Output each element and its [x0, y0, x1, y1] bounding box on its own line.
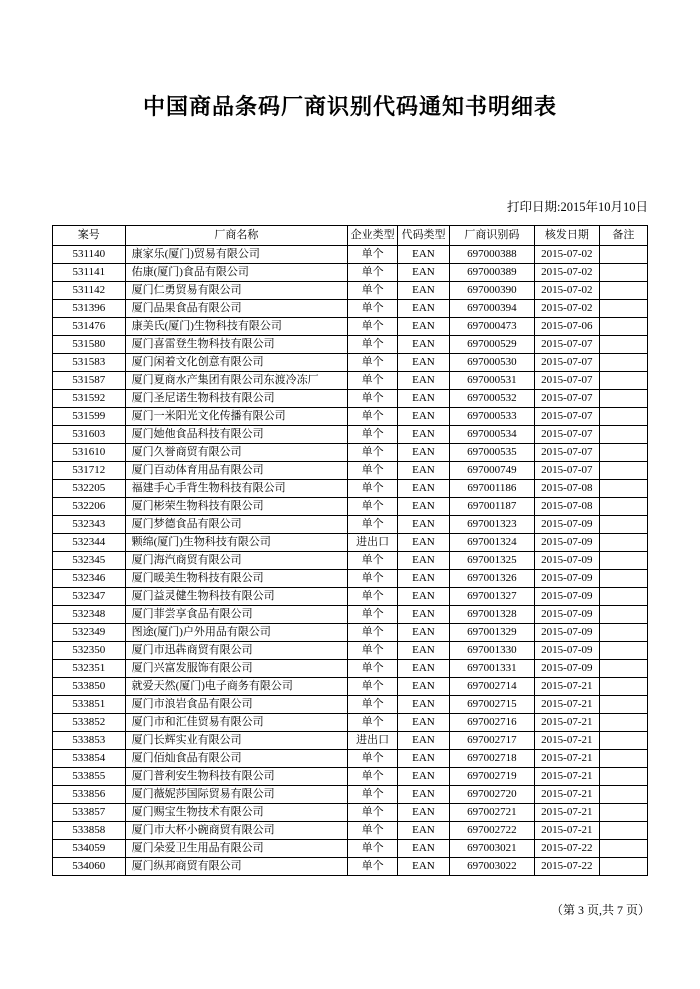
cell-case-number: 532344 [53, 534, 126, 552]
table-row [53, 300, 648, 318]
cell-manufacturer-name: 厦门闲着文化创意有限公司 [125, 354, 348, 372]
cell-issue-date: 2015-07-09 [534, 516, 599, 534]
table-row [53, 390, 648, 408]
cell-remark [599, 426, 647, 444]
table-row [53, 840, 648, 858]
cell-issue-date: 2015-07-21 [534, 786, 599, 804]
cell-manufacturer-name: 福建手心手背生物科技有限公司 [125, 480, 348, 498]
cell-enterprise-type: 单个 [348, 426, 398, 444]
cell-issue-date: 2015-07-09 [534, 642, 599, 660]
cell-code-type: EAN [398, 318, 450, 336]
cell-enterprise-type: 单个 [348, 714, 398, 732]
cell-manufacturer-name: 厦门暖美生物科技有限公司 [125, 570, 348, 588]
cell-issue-date: 2015-07-07 [534, 390, 599, 408]
cell-case-number: 531599 [53, 408, 126, 426]
table-row [53, 660, 648, 678]
cell-remark [599, 264, 647, 282]
table-row [53, 444, 648, 462]
cell-manufacturer-id: 697001326 [449, 570, 534, 588]
cell-enterprise-type: 单个 [348, 804, 398, 822]
cell-case-number: 532345 [53, 552, 126, 570]
cell-code-type: EAN [398, 354, 450, 372]
cell-manufacturer-name: 颗绵(厦门)生物科技有限公司 [125, 534, 348, 552]
cell-issue-date: 2015-07-21 [534, 822, 599, 840]
cell-manufacturer-name: 康美氏(厦门)生物科技有限公司 [125, 318, 348, 336]
cell-code-type: EAN [398, 336, 450, 354]
cell-case-number: 532347 [53, 588, 126, 606]
cell-enterprise-type: 进出口 [348, 732, 398, 750]
table-row [53, 552, 648, 570]
cell-manufacturer-name: 厦门佰灿食品有限公司 [125, 750, 348, 768]
cell-remark [599, 336, 647, 354]
cell-manufacturer-id: 697000530 [449, 354, 534, 372]
cell-case-number: 531140 [53, 246, 126, 264]
cell-manufacturer-id: 697001328 [449, 606, 534, 624]
cell-issue-date: 2015-07-08 [534, 498, 599, 516]
cell-remark [599, 354, 647, 372]
cell-manufacturer-name: 厦门海汽商贸有限公司 [125, 552, 348, 570]
cell-code-type: EAN [398, 858, 450, 876]
cell-enterprise-type: 单个 [348, 678, 398, 696]
cell-remark [599, 282, 647, 300]
cell-case-number: 532206 [53, 498, 126, 516]
cell-manufacturer-name: 厦门市大杯小碗商贸有限公司 [125, 822, 348, 840]
cell-manufacturer-name: 厦门菲尝享食品有限公司 [125, 606, 348, 624]
notice-table [52, 225, 648, 876]
table-row [53, 786, 648, 804]
cell-code-type: EAN [398, 804, 450, 822]
cell-enterprise-type: 单个 [348, 354, 398, 372]
cell-remark [599, 300, 647, 318]
cell-remark [599, 516, 647, 534]
cell-manufacturer-id: 697000534 [449, 426, 534, 444]
cell-case-number: 532346 [53, 570, 126, 588]
cell-case-number: 531610 [53, 444, 126, 462]
cell-remark [599, 804, 647, 822]
cell-case-number: 531712 [53, 462, 126, 480]
cell-enterprise-type: 单个 [348, 480, 398, 498]
cell-manufacturer-name: 厦门兴富发服饰有限公司 [125, 660, 348, 678]
page-title: 中国商品条码厂商识别代码通知书明细表 [142, 94, 557, 119]
cell-issue-date: 2015-07-22 [534, 840, 599, 858]
cell-enterprise-type: 单个 [348, 552, 398, 570]
cell-manufacturer-name: 康家乐(厦门)贸易有限公司 [125, 246, 348, 264]
cell-remark [599, 588, 647, 606]
cell-case-number: 532343 [53, 516, 126, 534]
cell-code-type: EAN [398, 678, 450, 696]
cell-case-number: 532349 [53, 624, 126, 642]
cell-remark [599, 534, 647, 552]
cell-case-number: 531142 [53, 282, 126, 300]
cell-manufacturer-id: 697000388 [449, 246, 534, 264]
cell-code-type: EAN [398, 408, 450, 426]
print-date-label: 打印日期:2015年10月10日 [507, 200, 648, 214]
cell-enterprise-type: 单个 [348, 444, 398, 462]
cell-manufacturer-id: 697000389 [449, 264, 534, 282]
cell-issue-date: 2015-07-21 [534, 768, 599, 786]
cell-case-number: 532351 [53, 660, 126, 678]
cell-remark [599, 570, 647, 588]
table-row [53, 516, 648, 534]
cell-enterprise-type: 单个 [348, 282, 398, 300]
table-row [53, 588, 648, 606]
cell-code-type: EAN [398, 246, 450, 264]
cell-case-number: 533853 [53, 732, 126, 750]
cell-case-number: 533854 [53, 750, 126, 768]
table-row [53, 264, 648, 282]
cell-issue-date: 2015-07-02 [534, 264, 599, 282]
cell-code-type: EAN [398, 606, 450, 624]
cell-issue-date: 2015-07-09 [534, 588, 599, 606]
cell-manufacturer-id: 697002722 [449, 822, 534, 840]
cell-manufacturer-name: 厦门仁勇贸易有限公司 [125, 282, 348, 300]
cell-case-number: 534059 [53, 840, 126, 858]
cell-remark [599, 822, 647, 840]
cell-case-number: 532348 [53, 606, 126, 624]
cell-manufacturer-id: 697000532 [449, 390, 534, 408]
cell-code-type: EAN [398, 480, 450, 498]
cell-enterprise-type: 单个 [348, 300, 398, 318]
table-row [53, 678, 648, 696]
cell-manufacturer-name: 厦门纵邦商贸有限公司 [125, 858, 348, 876]
cell-case-number: 531141 [53, 264, 126, 282]
cell-manufacturer-name: 厦门她他食品科技有限公司 [125, 426, 348, 444]
cell-remark [599, 858, 647, 876]
column-header-code-type: 代码类型 [398, 226, 450, 246]
cell-issue-date: 2015-07-21 [534, 750, 599, 768]
cell-issue-date: 2015-07-09 [534, 534, 599, 552]
table-row [53, 282, 648, 300]
cell-code-type: EAN [398, 390, 450, 408]
cell-case-number: 532350 [53, 642, 126, 660]
cell-remark [599, 390, 647, 408]
cell-code-type: EAN [398, 624, 450, 642]
cell-manufacturer-id: 697000390 [449, 282, 534, 300]
cell-code-type: EAN [398, 642, 450, 660]
cell-issue-date: 2015-07-07 [534, 372, 599, 390]
table-row [53, 354, 648, 372]
table-row [53, 498, 648, 516]
cell-issue-date: 2015-07-07 [534, 462, 599, 480]
cell-manufacturer-name: 厦门梦德食品有限公司 [125, 516, 348, 534]
cell-manufacturer-name: 厦门彬荣生物科技有限公司 [125, 498, 348, 516]
cell-enterprise-type: 单个 [348, 372, 398, 390]
cell-issue-date: 2015-07-21 [534, 696, 599, 714]
cell-issue-date: 2015-07-07 [534, 408, 599, 426]
cell-enterprise-type: 单个 [348, 840, 398, 858]
cell-manufacturer-id: 697003022 [449, 858, 534, 876]
table-row [53, 336, 648, 354]
cell-manufacturer-id: 697002715 [449, 696, 534, 714]
cell-enterprise-type: 进出口 [348, 534, 398, 552]
cell-enterprise-type: 单个 [348, 498, 398, 516]
cell-enterprise-type: 单个 [348, 588, 398, 606]
cell-case-number: 533858 [53, 822, 126, 840]
cell-issue-date: 2015-07-21 [534, 804, 599, 822]
cell-issue-date: 2015-07-07 [534, 426, 599, 444]
cell-enterprise-type: 单个 [348, 642, 398, 660]
table-row [53, 714, 648, 732]
cell-case-number: 531580 [53, 336, 126, 354]
table-row [53, 642, 648, 660]
cell-code-type: EAN [398, 732, 450, 750]
cell-case-number: 533856 [53, 786, 126, 804]
cell-code-type: EAN [398, 768, 450, 786]
cell-manufacturer-name: 厦门益灵健生物科技有限公司 [125, 588, 348, 606]
table-row [53, 462, 648, 480]
table-row [53, 246, 648, 264]
cell-issue-date: 2015-07-07 [534, 336, 599, 354]
cell-remark [599, 660, 647, 678]
cell-enterprise-type: 单个 [348, 408, 398, 426]
cell-remark [599, 606, 647, 624]
cell-manufacturer-id: 697000749 [449, 462, 534, 480]
cell-manufacturer-id: 697000394 [449, 300, 534, 318]
cell-enterprise-type: 单个 [348, 660, 398, 678]
cell-issue-date: 2015-07-09 [534, 660, 599, 678]
table-row [53, 768, 648, 786]
cell-manufacturer-id: 697002718 [449, 750, 534, 768]
cell-case-number: 534060 [53, 858, 126, 876]
column-header-issue-date: 核发日期 [534, 226, 599, 246]
cell-manufacturer-id: 697000529 [449, 336, 534, 354]
cell-enterprise-type: 单个 [348, 624, 398, 642]
cell-code-type: EAN [398, 516, 450, 534]
cell-issue-date: 2015-07-06 [534, 318, 599, 336]
cell-case-number: 531476 [53, 318, 126, 336]
cell-manufacturer-name: 就爱天然(厦门)电子商务有限公司 [125, 678, 348, 696]
cell-remark [599, 840, 647, 858]
cell-case-number: 531583 [53, 354, 126, 372]
cell-enterprise-type: 单个 [348, 606, 398, 624]
cell-enterprise-type: 单个 [348, 246, 398, 264]
cell-issue-date: 2015-07-09 [534, 624, 599, 642]
cell-manufacturer-id: 697001323 [449, 516, 534, 534]
cell-enterprise-type: 单个 [348, 264, 398, 282]
cell-remark [599, 732, 647, 750]
cell-code-type: EAN [398, 300, 450, 318]
cell-remark [599, 498, 647, 516]
table-row [53, 426, 648, 444]
cell-code-type: EAN [398, 264, 450, 282]
cell-issue-date: 2015-07-07 [534, 354, 599, 372]
header-row [53, 226, 648, 246]
table-row [53, 624, 648, 642]
table-row [53, 570, 648, 588]
cell-manufacturer-id: 697001327 [449, 588, 534, 606]
cell-code-type: EAN [398, 714, 450, 732]
cell-issue-date: 2015-07-22 [534, 858, 599, 876]
cell-manufacturer-id: 697002717 [449, 732, 534, 750]
table-row [53, 606, 648, 624]
cell-manufacturer-name: 厦门喜雷登生物科技有限公司 [125, 336, 348, 354]
table-row [53, 534, 648, 552]
page-number-footer: （第 3 页,共 7 页） [550, 903, 650, 917]
cell-remark [599, 714, 647, 732]
cell-remark [599, 750, 647, 768]
cell-manufacturer-name: 厦门市浪岩食品有限公司 [125, 696, 348, 714]
cell-code-type: EAN [398, 696, 450, 714]
cell-remark [599, 642, 647, 660]
cell-code-type: EAN [398, 786, 450, 804]
table-body [53, 246, 648, 876]
cell-manufacturer-id: 697000473 [449, 318, 534, 336]
cell-enterprise-type: 单个 [348, 768, 398, 786]
cell-manufacturer-id: 697001330 [449, 642, 534, 660]
table-row [53, 696, 648, 714]
cell-manufacturer-name: 厦门市和汇佳贸易有限公司 [125, 714, 348, 732]
cell-manufacturer-id: 697001324 [449, 534, 534, 552]
cell-enterprise-type: 单个 [348, 750, 398, 768]
cell-manufacturer-id: 697001329 [449, 624, 534, 642]
cell-code-type: EAN [398, 552, 450, 570]
cell-manufacturer-name: 厦门赐宝生物技术有限公司 [125, 804, 348, 822]
cell-enterprise-type: 单个 [348, 318, 398, 336]
cell-manufacturer-name: 厦门品果食品有限公司 [125, 300, 348, 318]
table-row [53, 372, 648, 390]
cell-code-type: EAN [398, 426, 450, 444]
cell-manufacturer-id: 697001325 [449, 552, 534, 570]
cell-code-type: EAN [398, 822, 450, 840]
column-header-manufacturer-id: 厂商识别码 [449, 226, 534, 246]
cell-remark [599, 786, 647, 804]
cell-code-type: EAN [398, 462, 450, 480]
cell-enterprise-type: 单个 [348, 390, 398, 408]
cell-code-type: EAN [398, 588, 450, 606]
cell-code-type: EAN [398, 534, 450, 552]
cell-manufacturer-id: 697002714 [449, 678, 534, 696]
table-row [53, 732, 648, 750]
table-row [53, 858, 648, 876]
cell-enterprise-type: 单个 [348, 696, 398, 714]
cell-manufacturer-id: 697001187 [449, 498, 534, 516]
column-header-manufacturer-name: 厂商名称 [125, 226, 348, 246]
cell-manufacturer-name: 厦门一米阳光文化传播有限公司 [125, 408, 348, 426]
cell-enterprise-type: 单个 [348, 336, 398, 354]
cell-issue-date: 2015-07-21 [534, 714, 599, 732]
cell-issue-date: 2015-07-21 [534, 678, 599, 696]
cell-manufacturer-id: 697002721 [449, 804, 534, 822]
cell-issue-date: 2015-07-02 [534, 282, 599, 300]
cell-enterprise-type: 单个 [348, 786, 398, 804]
cell-code-type: EAN [398, 750, 450, 768]
cell-remark [599, 768, 647, 786]
cell-case-number: 533857 [53, 804, 126, 822]
cell-remark [599, 678, 647, 696]
cell-case-number: 531592 [53, 390, 126, 408]
cell-manufacturer-id: 697003021 [449, 840, 534, 858]
cell-manufacturer-name: 厦门夏商水产集团有限公司东渡冷冻厂 [125, 372, 348, 390]
cell-remark [599, 246, 647, 264]
cell-manufacturer-name: 厦门长辉实业有限公司 [125, 732, 348, 750]
cell-remark [599, 480, 647, 498]
cell-remark [599, 372, 647, 390]
cell-code-type: EAN [398, 498, 450, 516]
cell-manufacturer-name: 厦门薇妮莎国际贸易有限公司 [125, 786, 348, 804]
cell-manufacturer-name: 厦门朵爱卫生用品有限公司 [125, 840, 348, 858]
cell-manufacturer-id: 697001331 [449, 660, 534, 678]
cell-case-number: 533852 [53, 714, 126, 732]
cell-remark [599, 408, 647, 426]
cell-remark [599, 444, 647, 462]
cell-issue-date: 2015-07-02 [534, 300, 599, 318]
cell-case-number: 533855 [53, 768, 126, 786]
cell-issue-date: 2015-07-09 [534, 552, 599, 570]
cell-issue-date: 2015-07-07 [534, 444, 599, 462]
cell-enterprise-type: 单个 [348, 822, 398, 840]
table-row [53, 750, 648, 768]
cell-issue-date: 2015-07-09 [534, 570, 599, 588]
table-row [53, 318, 648, 336]
cell-manufacturer-id: 697000533 [449, 408, 534, 426]
cell-manufacturer-id: 697001186 [449, 480, 534, 498]
table-row [53, 408, 648, 426]
cell-manufacturer-id: 697002719 [449, 768, 534, 786]
cell-remark [599, 318, 647, 336]
cell-remark [599, 552, 647, 570]
cell-code-type: EAN [398, 660, 450, 678]
table-row [53, 804, 648, 822]
column-header-remark: 备注 [599, 226, 647, 246]
cell-remark [599, 462, 647, 480]
cell-issue-date: 2015-07-21 [534, 732, 599, 750]
cell-issue-date: 2015-07-08 [534, 480, 599, 498]
cell-case-number: 533851 [53, 696, 126, 714]
cell-manufacturer-name: 佑康(厦门)食品有限公司 [125, 264, 348, 282]
cell-manufacturer-name: 图途(厦门)户外用品有限公司 [125, 624, 348, 642]
cell-enterprise-type: 单个 [348, 570, 398, 588]
cell-manufacturer-name: 厦门普利安生物科技有限公司 [125, 768, 348, 786]
table-row [53, 480, 648, 498]
table-header [53, 226, 648, 246]
cell-manufacturer-id: 697002716 [449, 714, 534, 732]
cell-issue-date: 2015-07-02 [534, 246, 599, 264]
cell-case-number: 532205 [53, 480, 126, 498]
cell-code-type: EAN [398, 444, 450, 462]
cell-manufacturer-name: 厦门久誉商贸有限公司 [125, 444, 348, 462]
cell-case-number: 533850 [53, 678, 126, 696]
cell-manufacturer-name: 厦门百动体育用品有限公司 [125, 462, 348, 480]
cell-enterprise-type: 单个 [348, 516, 398, 534]
cell-manufacturer-id: 697000531 [449, 372, 534, 390]
cell-code-type: EAN [398, 282, 450, 300]
table-row [53, 822, 648, 840]
cell-enterprise-type: 单个 [348, 462, 398, 480]
column-header-case-number: 案号 [53, 226, 126, 246]
cell-issue-date: 2015-07-09 [534, 606, 599, 624]
cell-manufacturer-id: 697002720 [449, 786, 534, 804]
cell-case-number: 531587 [53, 372, 126, 390]
cell-remark [599, 696, 647, 714]
cell-manufacturer-name: 厦门市迅犇商贸有限公司 [125, 642, 348, 660]
cell-code-type: EAN [398, 840, 450, 858]
cell-case-number: 531396 [53, 300, 126, 318]
cell-enterprise-type: 单个 [348, 858, 398, 876]
cell-remark [599, 624, 647, 642]
cell-code-type: EAN [398, 372, 450, 390]
cell-manufacturer-id: 697000535 [449, 444, 534, 462]
cell-case-number: 531603 [53, 426, 126, 444]
column-header-enterprise-type: 企业类型 [348, 226, 398, 246]
cell-manufacturer-name: 厦门圣尼诺生物科技有限公司 [125, 390, 348, 408]
cell-code-type: EAN [398, 570, 450, 588]
